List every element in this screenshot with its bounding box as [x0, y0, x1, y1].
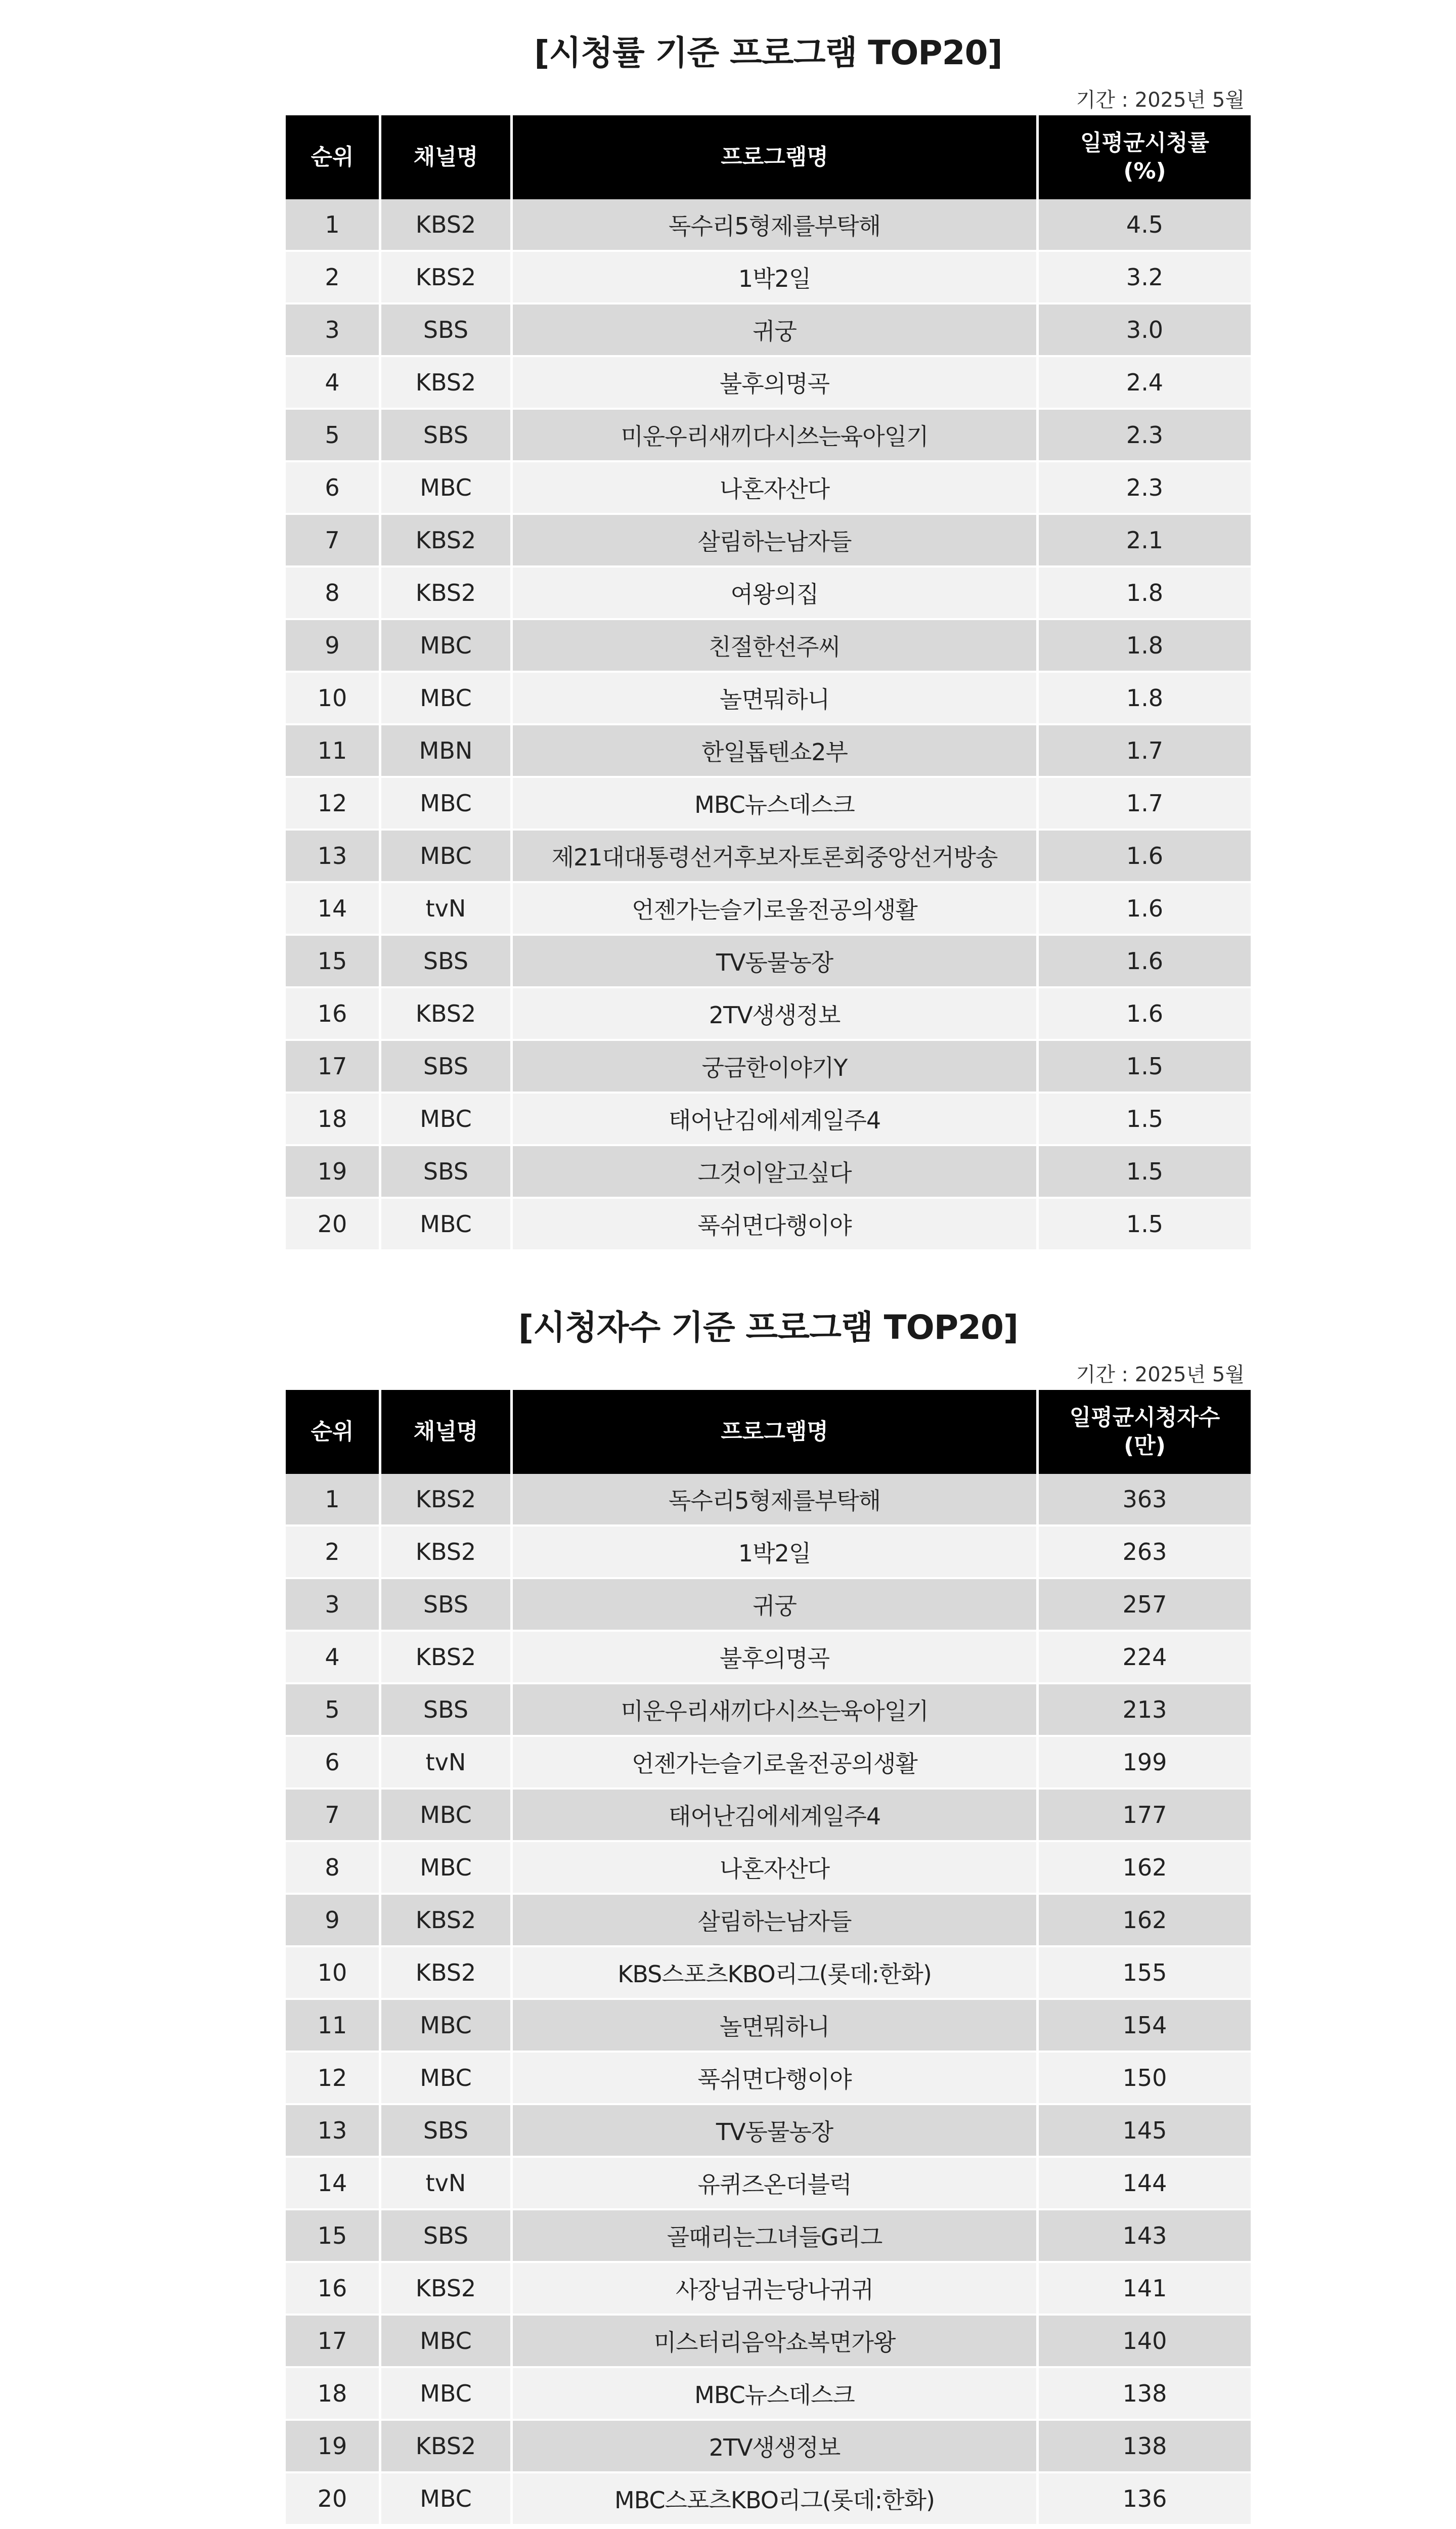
channel-cell: MBN [381, 725, 513, 778]
value-cell: 138 [1039, 2421, 1251, 2473]
value-cell: 144 [1039, 2158, 1251, 2210]
value-cell: 4.5 [1039, 199, 1251, 252]
table-row [286, 304, 1251, 357]
rating-period-label: 기간 : 2025년 5월 [1076, 89, 1245, 112]
header-rank: 순위 [286, 1390, 381, 1474]
table-row [286, 1684, 1251, 1737]
value-cell: 2.3 [1039, 410, 1251, 462]
program-cell: MBC스포츠KBO리그(롯데:한화) [513, 2473, 1039, 2526]
channel-cell: SBS [381, 936, 513, 988]
value-cell: 150 [1039, 2053, 1251, 2105]
table-row [286, 1790, 1251, 1842]
channel-cell: SBS [381, 304, 513, 357]
value-cell: 199 [1039, 1737, 1251, 1790]
channel-cell: MBC [381, 1199, 513, 1251]
rank-cell: 6 [286, 1737, 381, 1790]
header-avg-viewers-label: 일평균시청자수 [1069, 1405, 1220, 1430]
channel-cell: KBS2 [381, 988, 513, 1041]
value-cell: 257 [1039, 1579, 1251, 1632]
program-cell: 귀궁 [513, 304, 1039, 357]
table-row [286, 883, 1251, 936]
program-cell: 나혼자산다 [513, 462, 1039, 515]
table-row [286, 2368, 1251, 2421]
table-row [286, 252, 1251, 304]
table-row [286, 725, 1251, 778]
table-row [286, 2421, 1251, 2473]
channel-cell: tvN [381, 2158, 513, 2210]
table-row [286, 1094, 1251, 1146]
value-cell: 2.3 [1039, 462, 1251, 515]
channel-cell: MBC [381, 2368, 513, 2421]
value-cell: 3.2 [1039, 252, 1251, 304]
program-cell: 2TV생생정보 [513, 2421, 1039, 2473]
channel-cell: SBS [381, 1146, 513, 1199]
program-cell: 1박2일 [513, 252, 1039, 304]
channel-cell: KBS2 [381, 1474, 513, 1527]
table-row [286, 2158, 1251, 2210]
rank-cell: 18 [286, 1094, 381, 1146]
header-rank: 순위 [286, 115, 381, 199]
value-cell: 1.6 [1039, 831, 1251, 883]
channel-cell: KBS2 [381, 1527, 513, 1579]
header-avg-rating-unit: (%) [1123, 158, 1166, 184]
rank-cell: 6 [286, 462, 381, 515]
channel-cell: MBC [381, 462, 513, 515]
channel-cell: SBS [381, 1041, 513, 1094]
table-row [286, 1632, 1251, 1684]
channel-cell: KBS2 [381, 2263, 513, 2316]
header-avg-rating-label: 일평균시청률 [1080, 130, 1210, 156]
channel-cell: SBS [381, 1579, 513, 1632]
rank-cell: 7 [286, 1790, 381, 1842]
table-row [286, 2053, 1251, 2105]
program-cell: 나혼자산다 [513, 1842, 1039, 1895]
program-cell: MBC뉴스데스크 [513, 2368, 1039, 2421]
value-cell: 1.5 [1039, 1094, 1251, 1146]
program-cell: 미운우리새끼다시쓰는육아일기 [513, 410, 1039, 462]
value-cell: 141 [1039, 2263, 1251, 2316]
rank-cell: 3 [286, 1579, 381, 1632]
rating-table-title: [시청률 기준 프로그램 TOP20] [534, 33, 1002, 72]
header-avg-viewers [1039, 1390, 1251, 1474]
rank-cell: 1 [286, 199, 381, 252]
rating-ranking-section [286, 30, 1251, 1251]
channel-cell: KBS2 [381, 568, 513, 620]
value-cell: 1.8 [1039, 620, 1251, 673]
value-cell: 143 [1039, 2210, 1251, 2263]
program-cell: 여왕의집 [513, 568, 1039, 620]
value-cell: 1.6 [1039, 936, 1251, 988]
rank-cell: 13 [286, 831, 381, 883]
program-cell: 푹쉬면다행이야 [513, 1199, 1039, 1251]
program-cell: 살림하는남자들 [513, 515, 1039, 568]
program-cell: 그것이알고싶다 [513, 1146, 1039, 1199]
table-row [286, 1947, 1251, 2000]
viewers-ranking-table [286, 1390, 1251, 2526]
rank-cell: 11 [286, 725, 381, 778]
table-row [286, 936, 1251, 988]
table-row [286, 831, 1251, 883]
value-cell: 1.8 [1039, 673, 1251, 725]
rank-cell: 15 [286, 936, 381, 988]
table-row [286, 1199, 1251, 1251]
program-cell: 골때리는그녀들G리그 [513, 2210, 1039, 2263]
channel-cell: MBC [381, 2316, 513, 2368]
rank-cell: 9 [286, 620, 381, 673]
channel-cell: KBS2 [381, 1895, 513, 1947]
rank-cell: 11 [286, 2000, 381, 2053]
program-cell: 독수리5형제를부탁해 [513, 1474, 1039, 1527]
program-cell: 불후의명곡 [513, 1632, 1039, 1684]
table-row [286, 515, 1251, 568]
rank-cell: 18 [286, 2368, 381, 2421]
table-row [286, 410, 1251, 462]
channel-cell: MBC [381, 620, 513, 673]
program-cell: MBC뉴스데스크 [513, 778, 1039, 831]
rank-cell: 16 [286, 988, 381, 1041]
table-row [286, 988, 1251, 1041]
value-cell: 224 [1039, 1632, 1251, 1684]
value-cell: 213 [1039, 1684, 1251, 1737]
value-cell: 1.8 [1039, 568, 1251, 620]
table-row [286, 1041, 1251, 1094]
rank-cell: 17 [286, 2316, 381, 2368]
channel-cell: SBS [381, 410, 513, 462]
program-cell: 언젠가는슬기로울전공의생활 [513, 883, 1039, 936]
rank-cell: 7 [286, 515, 381, 568]
program-cell: 언젠가는슬기로울전공의생활 [513, 1737, 1039, 1790]
channel-cell: KBS2 [381, 1632, 513, 1684]
rank-cell: 17 [286, 1041, 381, 1094]
table-row [286, 357, 1251, 410]
value-cell: 140 [1039, 2316, 1251, 2368]
rank-cell: 14 [286, 883, 381, 936]
rank-cell: 20 [286, 2473, 381, 2526]
program-cell: 2TV생생정보 [513, 988, 1039, 1041]
table-row [286, 1146, 1251, 1199]
table-row [286, 1737, 1251, 1790]
program-cell: 태어난김에세계일주4 [513, 1790, 1039, 1842]
viewers-period-label: 기간 : 2025년 5월 [1076, 1363, 1245, 1386]
rank-cell: 10 [286, 673, 381, 725]
table-row [286, 673, 1251, 725]
value-cell: 138 [1039, 2368, 1251, 2421]
value-cell: 363 [1039, 1474, 1251, 1527]
channel-cell: MBC [381, 1842, 513, 1895]
header-channel: 채널명 [381, 115, 513, 199]
header-program: 프로그램명 [513, 1390, 1039, 1474]
value-cell: 2.1 [1039, 515, 1251, 568]
program-cell: 1박2일 [513, 1527, 1039, 1579]
rank-cell: 12 [286, 2053, 381, 2105]
rank-cell: 20 [286, 1199, 381, 1251]
rank-cell: 1 [286, 1474, 381, 1527]
table-row [286, 1527, 1251, 1579]
table-row [286, 1474, 1251, 1527]
channel-cell: KBS2 [381, 357, 513, 410]
channel-cell: KBS2 [381, 2421, 513, 2473]
channel-cell: SBS [381, 2105, 513, 2158]
rating-ranking-table [286, 115, 1251, 1251]
channel-cell: tvN [381, 883, 513, 936]
program-cell: 살림하는남자들 [513, 1895, 1039, 1947]
rank-cell: 10 [286, 1947, 381, 2000]
program-cell: 미운우리새끼다시쓰는육아일기 [513, 1684, 1039, 1737]
rank-cell: 15 [286, 2210, 381, 2263]
value-cell: 177 [1039, 1790, 1251, 1842]
rank-cell: 19 [286, 2421, 381, 2473]
value-cell: 154 [1039, 2000, 1251, 2053]
table-row [286, 2473, 1251, 2526]
value-cell: 1.5 [1039, 1041, 1251, 1094]
value-cell: 263 [1039, 1527, 1251, 1579]
channel-cell: KBS2 [381, 199, 513, 252]
rank-cell: 5 [286, 410, 381, 462]
value-cell: 2.4 [1039, 357, 1251, 410]
channel-cell: MBC [381, 1094, 513, 1146]
program-cell: TV동물농장 [513, 2105, 1039, 2158]
header-channel: 채널명 [381, 1390, 513, 1474]
value-cell: 1.5 [1039, 1146, 1251, 1199]
table-row [286, 2105, 1251, 2158]
channel-cell: MBC [381, 673, 513, 725]
value-cell: 1.7 [1039, 778, 1251, 831]
table-row [286, 2263, 1251, 2316]
rank-cell: 4 [286, 1632, 381, 1684]
value-cell: 136 [1039, 2473, 1251, 2526]
channel-cell: tvN [381, 1737, 513, 1790]
rank-cell: 8 [286, 1842, 381, 1895]
viewers-ranking-section [286, 1305, 1251, 2526]
channel-cell: MBC [381, 2000, 513, 2053]
program-cell: 놀면뭐하니 [513, 673, 1039, 725]
header-program: 프로그램명 [513, 115, 1039, 199]
table-row [286, 2210, 1251, 2263]
program-cell: 독수리5형제를부탁해 [513, 199, 1039, 252]
program-cell: 푹쉬면다행이야 [513, 2053, 1039, 2105]
program-cell: 유퀴즈온더블럭 [513, 2158, 1039, 2210]
rank-cell: 13 [286, 2105, 381, 2158]
table-row [286, 620, 1251, 673]
program-cell: KBS스포츠KBO리그(롯데:한화) [513, 1947, 1039, 2000]
channel-cell: SBS [381, 1684, 513, 1737]
channel-cell: SBS [381, 2210, 513, 2263]
value-cell: 1.5 [1039, 1199, 1251, 1251]
table-row [286, 1842, 1251, 1895]
channel-cell: KBS2 [381, 1947, 513, 2000]
program-cell: 궁금한이야기Y [513, 1041, 1039, 1094]
viewers-table-body [286, 1474, 1251, 2526]
rank-cell: 14 [286, 2158, 381, 2210]
rank-cell: 5 [286, 1684, 381, 1737]
table-row [286, 2000, 1251, 2053]
value-cell: 162 [1039, 1842, 1251, 1895]
channel-cell: KBS2 [381, 252, 513, 304]
rank-cell: 8 [286, 568, 381, 620]
table-row [286, 199, 1251, 252]
rank-cell: 2 [286, 1527, 381, 1579]
program-cell: 친절한선주씨 [513, 620, 1039, 673]
channel-cell: MBC [381, 2053, 513, 2105]
viewers-table-title: [시청자수 기준 프로그램 TOP20] [518, 1308, 1019, 1347]
rank-cell: 12 [286, 778, 381, 831]
table-row [286, 462, 1251, 515]
table-row [286, 568, 1251, 620]
program-cell: 미스터리음악쇼복면가왕 [513, 2316, 1039, 2368]
program-cell: 사장님귀는당나귀귀 [513, 2263, 1039, 2316]
table-row [286, 778, 1251, 831]
value-cell: 1.7 [1039, 725, 1251, 778]
table-row [286, 2316, 1251, 2368]
program-cell: 귀궁 [513, 1579, 1039, 1632]
rank-cell: 19 [286, 1146, 381, 1199]
value-cell: 1.6 [1039, 988, 1251, 1041]
program-cell: 제21대대통령선거후보자토론회중앙선거방송 [513, 831, 1039, 883]
channel-cell: MBC [381, 1790, 513, 1842]
rank-cell: 2 [286, 252, 381, 304]
rating-table-body [286, 199, 1251, 1251]
program-cell: 한일톱텐쇼2부 [513, 725, 1039, 778]
table-header-row [286, 1390, 1251, 1474]
program-cell: 태어난김에세계일주4 [513, 1094, 1039, 1146]
rank-cell: 4 [286, 357, 381, 410]
value-cell: 162 [1039, 1895, 1251, 1947]
value-cell: 1.6 [1039, 883, 1251, 936]
table-row [286, 1579, 1251, 1632]
table-row [286, 1895, 1251, 1947]
program-cell: 놀면뭐하니 [513, 2000, 1039, 2053]
channel-cell: MBC [381, 2473, 513, 2526]
program-cell: TV동물농장 [513, 936, 1039, 988]
channel-cell: MBC [381, 831, 513, 883]
value-cell: 145 [1039, 2105, 1251, 2158]
rank-cell: 9 [286, 1895, 381, 1947]
channel-cell: MBC [381, 778, 513, 831]
value-cell: 3.0 [1039, 304, 1251, 357]
header-avg-viewers-unit: (만) [1124, 1433, 1166, 1459]
rank-cell: 3 [286, 304, 381, 357]
rank-cell: 16 [286, 2263, 381, 2316]
value-cell: 155 [1039, 1947, 1251, 2000]
channel-cell: KBS2 [381, 515, 513, 568]
table-header-row [286, 115, 1251, 199]
program-cell: 불후의명곡 [513, 357, 1039, 410]
header-avg-rating [1039, 115, 1251, 199]
